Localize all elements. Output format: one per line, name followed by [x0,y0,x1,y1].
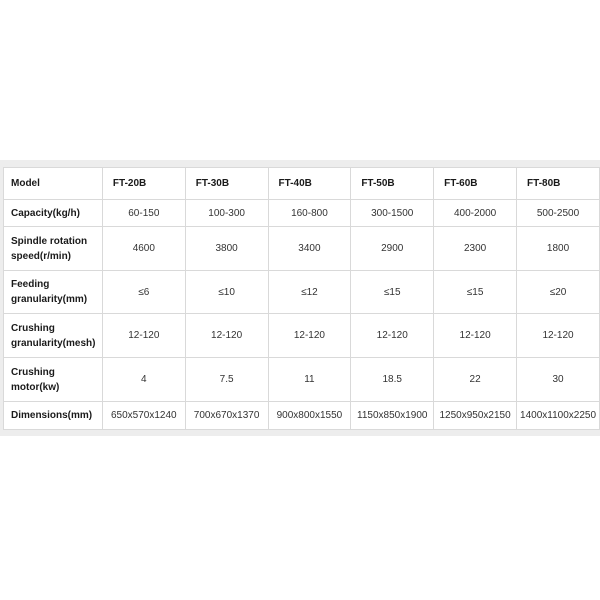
spec-table [3,167,600,430]
row-label: Capacity(kg/h) [4,200,103,227]
table-cell: 2300 [434,227,517,271]
table-cell: 1400x1100x2250 [517,402,600,430]
table-cell: 4 [102,358,185,402]
table-cell: ≤15 [434,271,517,314]
table-row [4,314,600,358]
table-header-row [4,168,600,200]
table-cell: 4600 [102,227,185,271]
table-cell: 22 [434,358,517,402]
table-cell: 12-120 [434,314,517,358]
table-cell: ≤6 [102,271,185,314]
header-model-label: Model [4,168,103,200]
table-cell: 160-800 [268,200,351,227]
table-row [4,200,600,227]
table-cell: 60-150 [102,200,185,227]
table-cell: ≤10 [185,271,268,314]
table-cell: 400-2000 [434,200,517,227]
row-label: Crushing motor(kw) [4,358,103,402]
table-cell: 12-120 [517,314,600,358]
header-model: FT-50B [351,168,434,200]
table-cell: ≤15 [351,271,434,314]
table-row [4,358,600,402]
table-cell: 11 [268,358,351,402]
table-cell: 18.5 [351,358,434,402]
table-cell: 3400 [268,227,351,271]
row-label: Spindle rotation speed(r/min) [4,227,103,271]
table-row [4,227,600,271]
spec-table-container [0,160,600,436]
table-row [4,271,600,314]
table-row [4,402,600,430]
table-cell: 1800 [517,227,600,271]
table-cell: 12-120 [268,314,351,358]
header-model: FT-80B [517,168,600,200]
header-model: FT-40B [268,168,351,200]
row-label: Dimensions(mm) [4,402,103,430]
table-cell: 500-2500 [517,200,600,227]
table-cell: ≤20 [517,271,600,314]
table-cell: 3800 [185,227,268,271]
table-cell: 650x570x1240 [102,402,185,430]
header-model: FT-30B [185,168,268,200]
table-cell: 100-300 [185,200,268,227]
header-model: FT-60B [434,168,517,200]
table-cell: 1250x950x2150 [434,402,517,430]
row-label: Feeding granularity(mm) [4,271,103,314]
table-cell: 1150x850x1900 [351,402,434,430]
table-cell: 12-120 [351,314,434,358]
table-cell: 2900 [351,227,434,271]
table-cell: 12-120 [185,314,268,358]
table-cell: 12-120 [102,314,185,358]
table-cell: 7.5 [185,358,268,402]
header-model: FT-20B [102,168,185,200]
table-cell: 30 [517,358,600,402]
table-cell: ≤12 [268,271,351,314]
table-cell: 300-1500 [351,200,434,227]
table-cell: 900x800x1550 [268,402,351,430]
row-label: Crushing granularity(mesh) [4,314,103,358]
table-cell: 700x670x1370 [185,402,268,430]
